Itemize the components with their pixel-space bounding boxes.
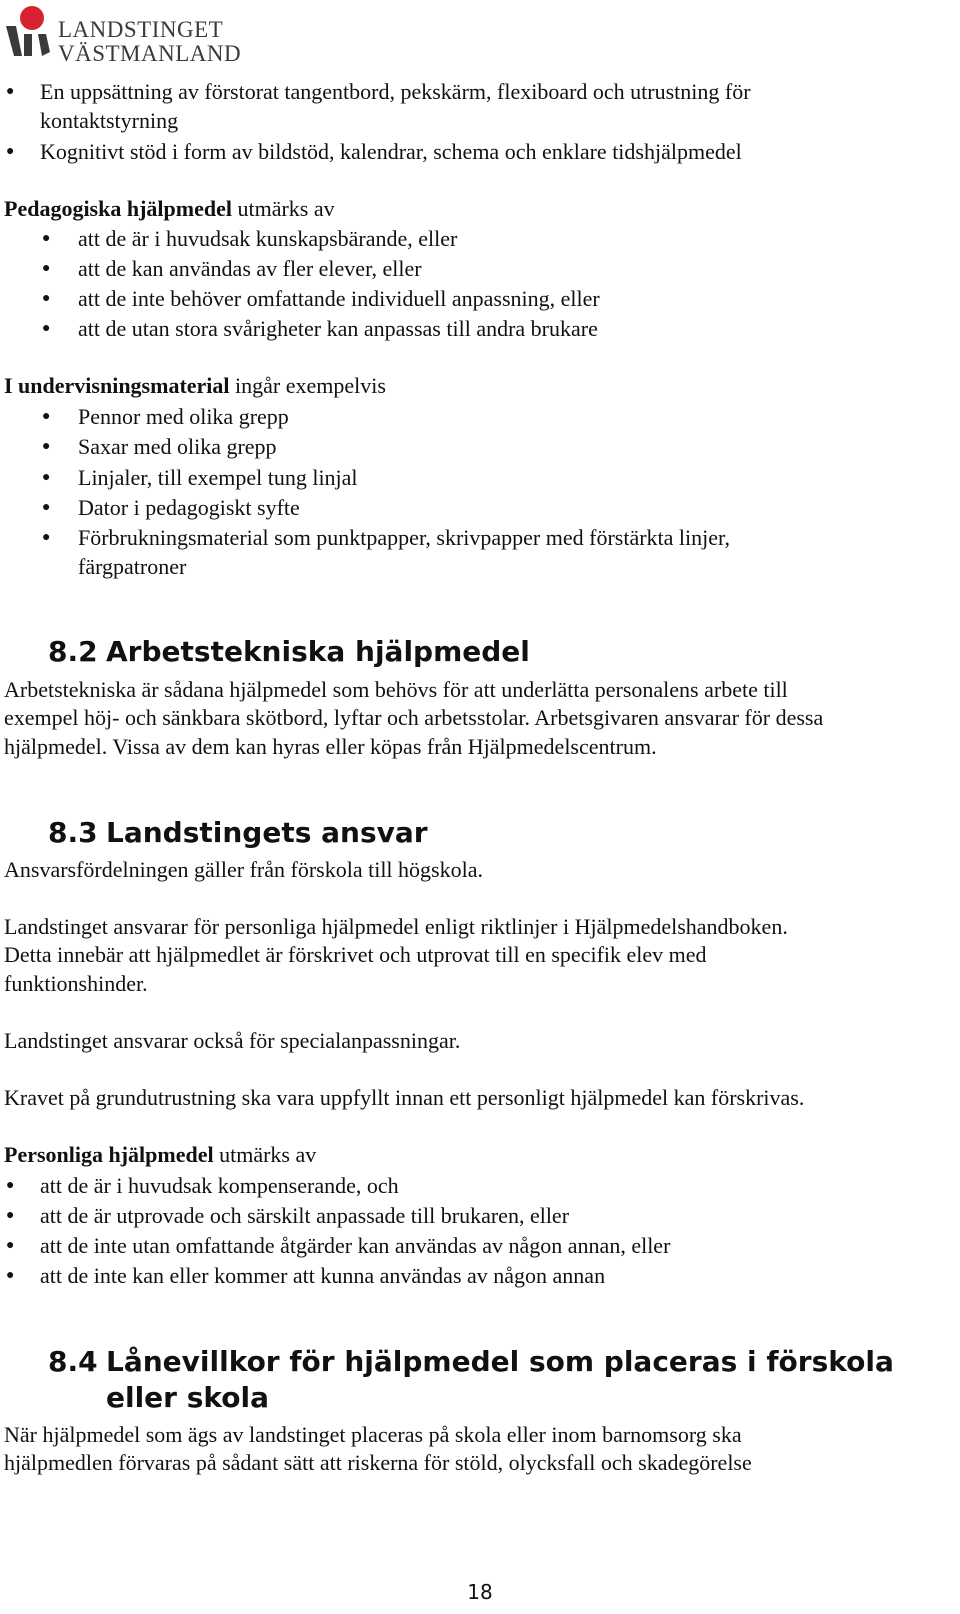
heading-8-4-number: 8.4	[48, 1345, 98, 1378]
pers-item: att de inte kan eller kommer att kunna användas av någon annan	[40, 1263, 606, 1288]
heading-8-2-title: Arbetstekniska hjälpmedel	[106, 635, 530, 668]
ped-item: att de utan stora svårigheter kan anpassas till andra brukare	[78, 316, 598, 341]
s83-p2-line: Detta innebär att hjälpmedlet är förskrivet och utprovat till en specifik elev med	[4, 942, 707, 967]
und-item-line-2: färgpatroner	[78, 554, 187, 579]
bullet-icon: ●	[42, 530, 51, 545]
ped-item: att de kan användas av fler elever, eller	[78, 256, 422, 281]
pers-item: att de är utprovade och särskilt anpassade till brukaren, eller	[40, 1203, 570, 1228]
bullet-icon: ●	[42, 231, 51, 246]
s83-p3: Landstinget ansvarar också för specialanpassningar.	[4, 1028, 461, 1053]
pers-lead-rest: utmärks av	[213, 1142, 317, 1167]
und-item: Dator i pedagogiskt syfte	[78, 495, 300, 520]
bullet-icon: ●	[42, 470, 51, 485]
heading-8-3	[48, 815, 428, 851]
s82-line: Arbetstekniska är sådana hjälpmedel som behövs för att underlätta personalens arbete till	[4, 677, 788, 702]
s82-line: hjälpmedel. Vissa av dem kan hyras eller köpas från Hjälpmedelscentrum.	[4, 734, 657, 759]
heading-8-4-title-line-2: eller skola	[106, 1381, 269, 1414]
bullet-icon: ●	[6, 1238, 15, 1253]
pers-item: att de inte utan omfattande åtgärder kan användas av någon annan, eller	[40, 1233, 671, 1258]
list1-item-1-line-1: En uppsättning av förstorat tangentbord, pekskärm, flexiboard och utrustning för	[40, 79, 751, 104]
s83-p4: Kravet på grundutrustning ska vara uppfyllt innan ett personligt hjälpmedel kan förskrivas.	[4, 1085, 805, 1110]
heading-8-3-number: 8.3	[48, 816, 98, 849]
logo-line-1: LANDSTINGET	[58, 17, 224, 42]
list1-item-2: Kognitivt stöd i form av bildstöd, kalendrar, schema och enklare tidshjälpmedel	[40, 139, 742, 164]
bullet-icon: ●	[6, 1178, 15, 1193]
bullet-icon: ●	[6, 1208, 15, 1223]
bullet-icon: ●	[42, 409, 51, 424]
page-number: 18	[467, 1580, 493, 1604]
pers-lead	[4, 1141, 316, 1169]
landstinget-logo	[4, 4, 242, 66]
ped-lead-bold: Pedagogiska hjälpmedel	[4, 196, 232, 221]
list1-item-1-line-2: kontaktstyrning	[40, 108, 179, 133]
und-item: Linjaler, till exempel tung linjal	[78, 465, 358, 490]
pers-lead-bold: Personliga hjälpmedel	[4, 1142, 214, 1167]
bullet-icon: ●	[42, 321, 51, 336]
s83-p1: Ansvarsfördelningen gäller från förskola till högskola.	[4, 857, 483, 882]
heading-8-4-title-line-1: Lånevillkor för hjälpmedel som placeras i förskola	[106, 1345, 894, 1378]
bullet-icon: ●	[42, 439, 51, 454]
und-lead	[4, 372, 386, 400]
s83-p2-line: funktionshinder.	[4, 971, 148, 996]
und-item: Pennor med olika grepp	[78, 404, 289, 429]
heading-8-2-number: 8.2	[48, 635, 98, 668]
und-lead-bold: I undervisningsmaterial	[4, 373, 230, 398]
bullet-icon: ●	[42, 500, 51, 515]
ped-item: att de inte behöver omfattande individuell anpassning, eller	[78, 286, 600, 311]
bullet-icon: ●	[42, 261, 51, 276]
s83-p2-line: Landstinget ansvarar för personliga hjälpmedel enligt riktlinjer i Hjälpmedelshandboken.	[4, 914, 788, 939]
s84-line: När hjälpmedel som ägs av landstinget placeras på skola eller inom barnomsorg ska	[4, 1422, 742, 1447]
bullet-icon: ●	[6, 1268, 15, 1283]
und-item-line-1: Förbrukningsmaterial som punktpapper, skrivpapper med förstärkta linjer,	[78, 525, 730, 550]
logo-figure-icon	[4, 4, 60, 62]
s84-line: hjälpmedlen förvaras på sådant sätt att riskerna för stöld, olycksfall och skadegörelse	[4, 1450, 752, 1475]
s82-line: exempel höj- och sänkbara skötbord, lyftar och arbetsstolar. Arbetsgivaren ansvarar för dessa	[4, 705, 824, 730]
ped-item: att de är i huvudsak kunskapsbärande, eller	[78, 226, 458, 251]
ped-lead-rest: utmärks av	[231, 196, 335, 221]
bullet-icon: ●	[42, 291, 51, 306]
bullet-icon: ●	[6, 144, 15, 159]
und-lead-rest: ingår exempelvis	[229, 373, 386, 398]
heading-8-2	[48, 634, 530, 670]
heading-8-4	[48, 1344, 894, 1416]
und-item: Saxar med olika grepp	[78, 434, 277, 459]
logo-line-2: VÄSTMANLAND	[58, 41, 242, 66]
bullet-icon: ●	[6, 84, 15, 99]
ped-lead	[4, 195, 335, 223]
pers-item: att de är i huvudsak kompenserande, och	[40, 1173, 399, 1198]
heading-8-3-title: Landstingets ansvar	[106, 816, 428, 849]
